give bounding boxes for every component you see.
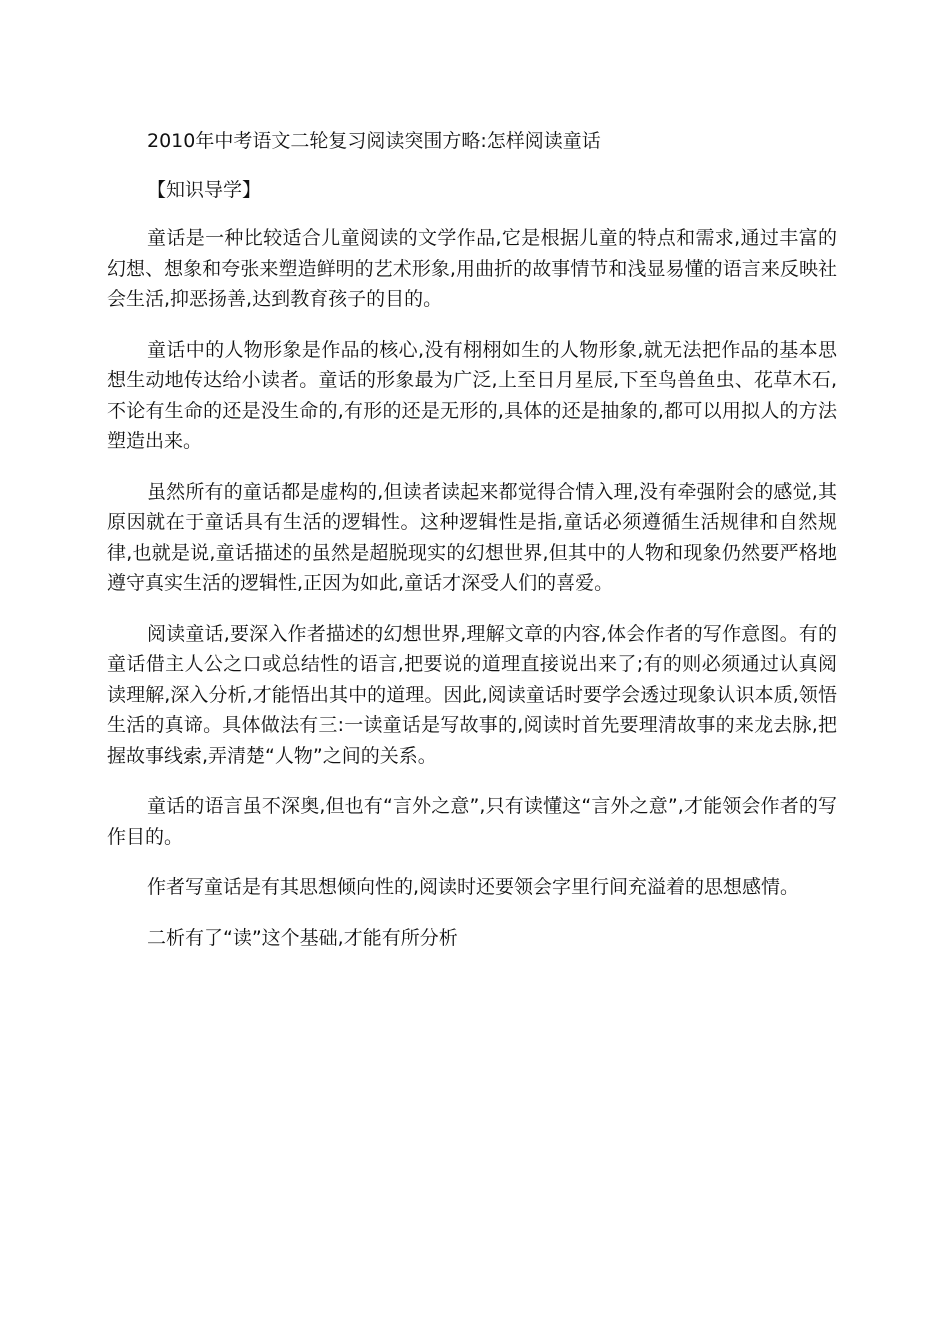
document-title: 2010年中考语文二轮复习阅读突围方略:怎样阅读童话	[147, 130, 601, 152]
paragraph: 童话是一种比较适合儿童阅读的文学作品,它是根据儿童的特点和需求,通过丰富的幻想、想象和夸张来塑造鲜明的艺术形象,用曲折的故事情节和浅显易懂的语言来反映社会生活,抑恶扬善,达到教育孩子的目的。	[107, 227, 837, 310]
paragraph: 童话的语言虽不深奥,但也有“言外之意”,只有读懂这“言外之意”,才能领会作者的写作目的。	[107, 795, 837, 848]
paragraph: 童话中的人物形象是作品的核心,没有栩栩如生的人物形象,就无法把作品的基本思想生动地传达给小读者。童话的形象最为广泛,上至日月星辰,下至鸟兽鱼虫、花草木石,不论有生命的还是没生命的,有形的还是无形的,具体的还是抽象的,都可以用拟人的方法塑造出来。	[107, 338, 837, 452]
section-heading: 【知识导学】	[147, 179, 262, 201]
paragraph: 阅读童话,要深入作者描述的幻想世界,理解文章的内容,体会作者的写作意图。有的童话借主人公之口或总结性的语言,把要说的道理直接说出来了;有的则必须通过认真阅读理解,深入分析,才能悟出其中的道理。因此,阅读童话时要学会透过现象认识本质,领悟生活的真谛。具体做法有三:一读童话是写故事的,阅读时首先要理清故事的来龙去脉,把握故事线索,弄清楚“人物”之间的关系。	[107, 622, 837, 767]
paragraph: 二析有了“读”这个基础,才能有所分析	[147, 926, 458, 949]
paragraph: 虽然所有的童话都是虚构的,但读者读起来都觉得合情入理,没有牵强附会的感觉,其原因就在于童话具有生活的逻辑性。这种逻辑性是指,童话必须遵循生活规律和自然规律,也就是说,童话描述的虽然是超脱现实的幻想世界,但其中的人物和现象仍然要严格地遵守真实生活的逻辑性,正因为如此,童话才深受人们的喜爱。	[107, 480, 837, 594]
document-body	[107, 127, 837, 953]
paragraph: 作者写童话是有其思想倾向性的,阅读时还要领会字里行间充溢着的思想感情。	[147, 876, 800, 898]
